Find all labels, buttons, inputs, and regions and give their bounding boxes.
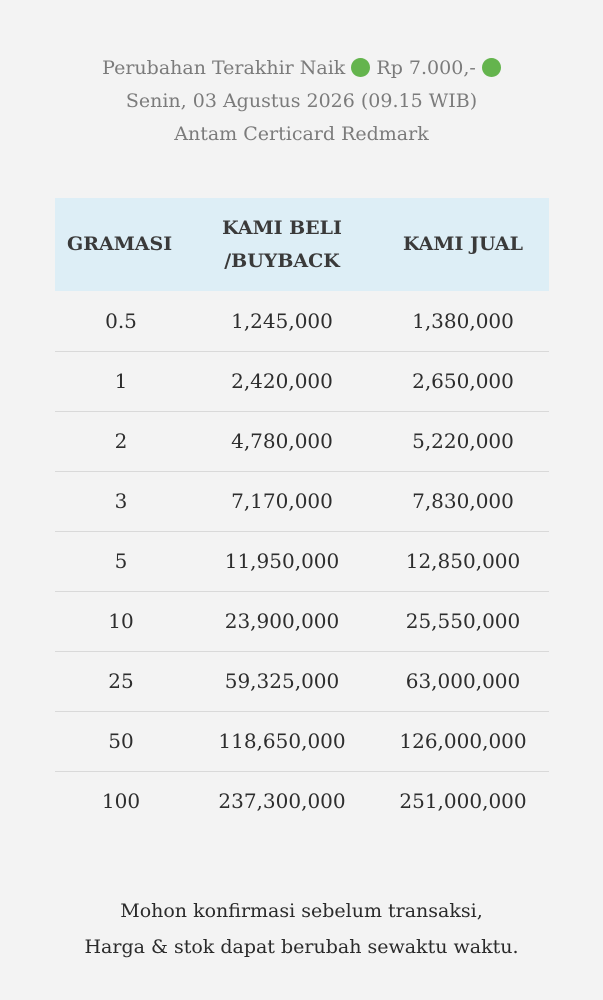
sell-price-cell: 251,000,000: [399, 789, 527, 814]
green-dot-icon: [351, 58, 370, 77]
sell-price-cell: 126,000,000: [399, 729, 527, 753]
buyback-price-cell: 23,900,000: [224, 609, 340, 633]
disclaimer-line-1: Mohon konfirmasi sebelum transaksi,: [120, 900, 483, 922]
table-row: [55, 591, 549, 651]
buyback-price-cell: 1,245,000: [231, 308, 333, 333]
gram-cell: 5: [114, 549, 128, 573]
buyback-price-cell: 237,300,000: [218, 789, 346, 814]
last-change-label: Perubahan Terakhir Naik: [102, 57, 346, 79]
buyback-price-cell: 59,325,000: [224, 669, 340, 693]
table-row: [55, 471, 549, 531]
table-row: [55, 411, 549, 471]
update-date: Senin, 03 Agustus 2026 (09.15 WIB): [125, 90, 478, 112]
buyback-price-cell: 2,420,000: [231, 369, 333, 393]
last-change-amount: Rp 7.000,-: [376, 57, 476, 79]
column-gramasi: GRAMASI: [67, 233, 173, 255]
gram-cell: 50: [108, 729, 134, 753]
gram-cell: 3: [114, 489, 128, 513]
header-row: [55, 198, 549, 291]
green-dot-icon: [482, 58, 501, 77]
sell-price-cell: 2,650,000: [412, 369, 514, 393]
table-row: [55, 291, 549, 351]
column-buyback-line2: /BUYBACK: [224, 249, 340, 272]
column-sell: KAMI JUAL: [402, 233, 524, 255]
price-table: [55, 198, 549, 831]
product-name: Antam Certicard Redmark: [174, 123, 429, 145]
buyback-price-cell: 7,170,000: [231, 489, 333, 513]
buyback-price-cell: 4,780,000: [231, 429, 333, 453]
sell-price-cell: 63,000,000: [405, 669, 521, 693]
buyback-price-cell: 11,950,000: [224, 549, 340, 573]
gram-cell: 25: [108, 669, 134, 693]
disclaimer-line-2: Harga & stok dapat berubah sewaktu waktu.: [84, 936, 519, 958]
gram-cell: 0.5: [105, 308, 137, 333]
sell-price-cell: 12,850,000: [405, 549, 521, 573]
gram-cell: 1: [114, 369, 128, 393]
price-table-body: [55, 291, 549, 831]
last-change-line: [0, 52, 603, 85]
table-row: [55, 651, 549, 711]
buyback-price-cell: 118,650,000: [218, 729, 346, 753]
table-row: [55, 711, 549, 771]
table-row: [55, 771, 549, 831]
price-update-header: [0, 52, 603, 151]
sell-price-cell: 5,220,000: [412, 429, 514, 453]
column-buyback-line1: KAMI BELI: [222, 216, 342, 239]
sell-price-cell: 1,380,000: [412, 308, 514, 333]
price-table-header: [55, 198, 549, 291]
table-row: [55, 351, 549, 411]
disclaimer: [0, 893, 603, 965]
gram-cell: 10: [108, 609, 134, 633]
sell-price-cell: 7,830,000: [412, 489, 514, 513]
gram-cell: 100: [101, 789, 141, 814]
sell-price-cell: 25,550,000: [405, 609, 521, 633]
table-row: [55, 531, 549, 591]
column-buyback: [187, 198, 377, 291]
gram-cell: 2: [114, 429, 128, 453]
